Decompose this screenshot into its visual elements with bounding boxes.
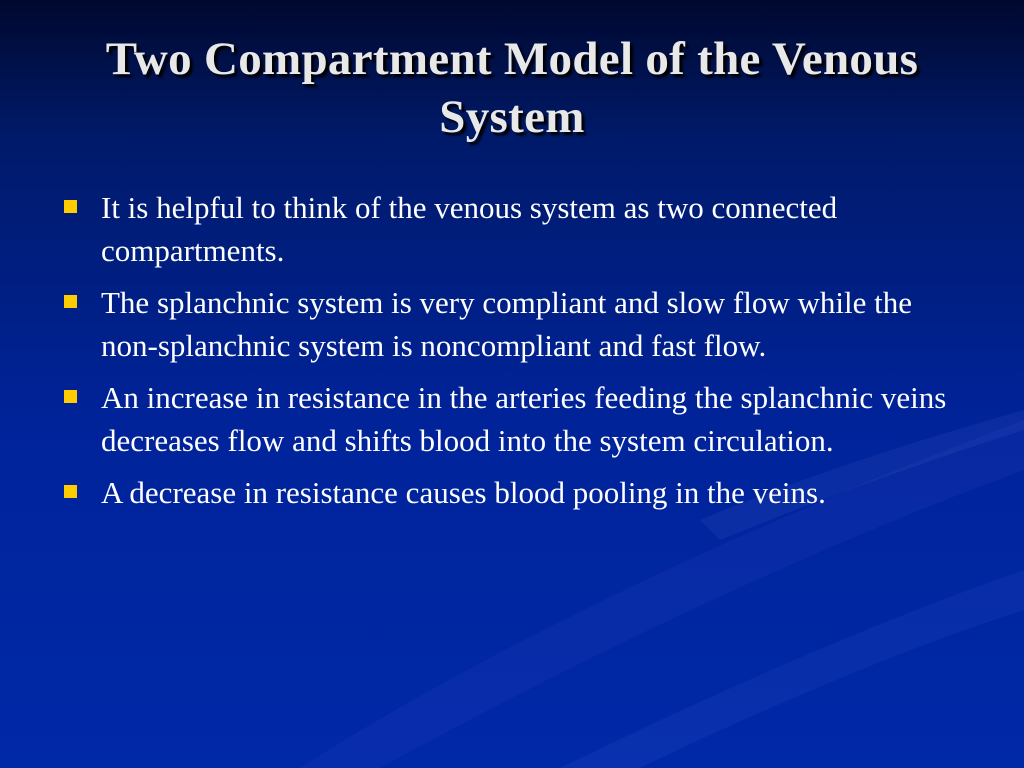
bullet-text: An increase in resistance in the arteries feeding the splanchnic veins decreases flow and shifts blood into the system circulation. — [101, 380, 947, 458]
square-bullet-icon — [64, 485, 77, 498]
square-bullet-icon — [64, 200, 77, 213]
bullet-item — [60, 471, 960, 514]
bullet-list — [60, 186, 960, 523]
bullet-text: A decrease in resistance causes blood pooling in the veins. — [101, 475, 826, 510]
bullet-text: It is helpful to think of the venous system as two connected compartments. — [101, 190, 838, 268]
square-bullet-icon — [64, 390, 77, 403]
slide-title: Two Compartment Model of the Venous System — [105, 33, 919, 143]
bullet-item — [60, 281, 960, 367]
bullet-item — [60, 186, 960, 272]
square-bullet-icon — [64, 295, 77, 308]
bullet-item — [60, 376, 960, 462]
bullet-text: The splanchnic system is very compliant and slow flow while the non-splanchnic system is noncompliant and fast flow. — [101, 285, 912, 363]
